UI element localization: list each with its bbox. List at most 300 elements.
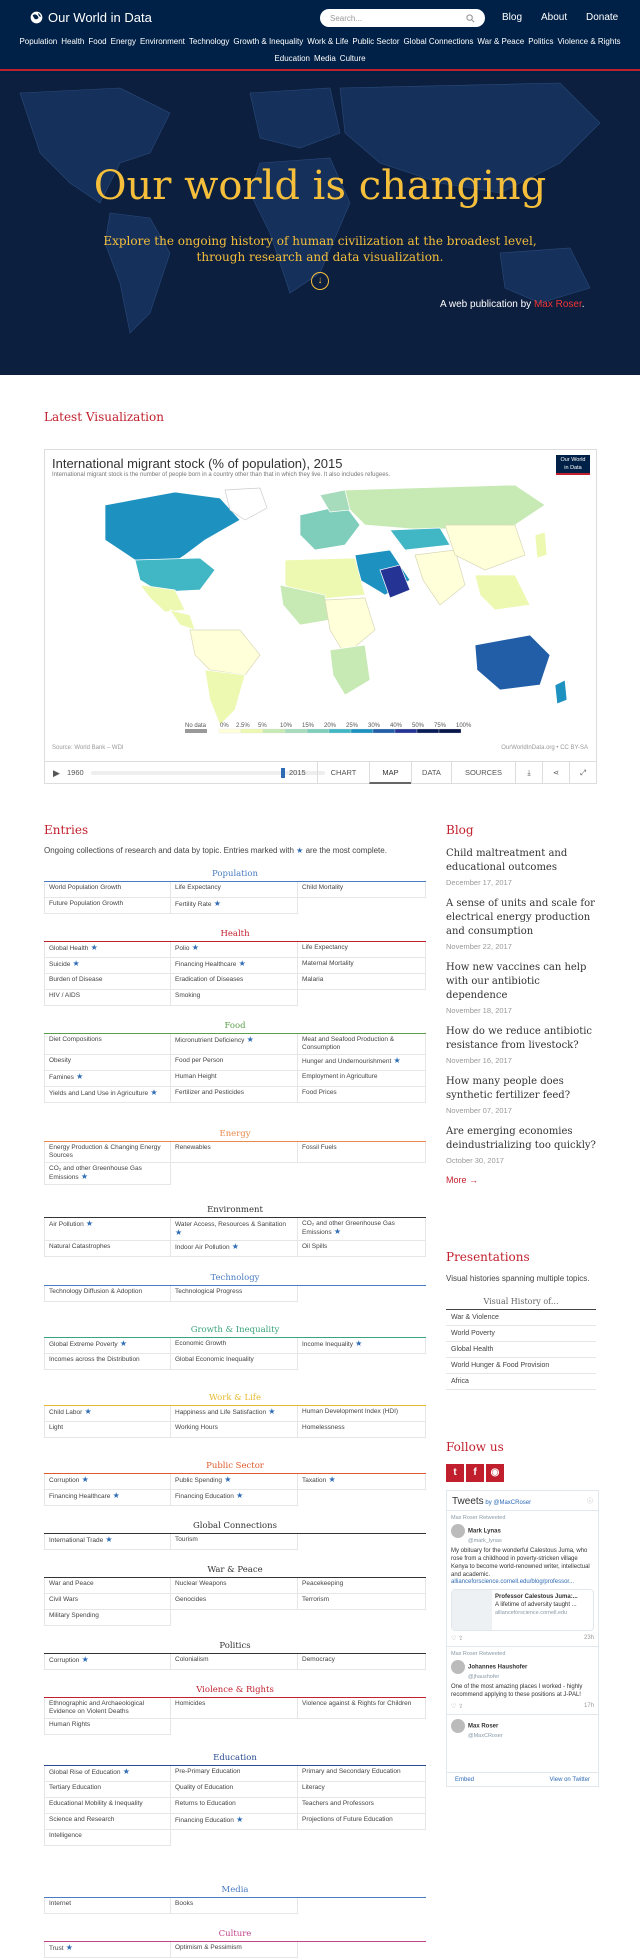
entry-link[interactable] — [44, 1798, 171, 1814]
timeline-handle[interactable] — [281, 768, 285, 778]
chart-license[interactable]: OurWorldInData.org • CC BY-SA — [501, 745, 588, 751]
presentations-section — [446, 1250, 596, 1390]
entry-title: Fertilizer and Pesticides — [175, 1089, 244, 1096]
chart-subtitle: International migrant stock is the number of people born in a country other than that in which they live. It also includes refugees. — [52, 472, 391, 478]
star-icon: ★ — [73, 1072, 84, 1081]
globe-icon — [30, 11, 43, 24]
visual-history-item[interactable]: War & Violence — [446, 1310, 596, 1326]
category-heading[interactable]: Public Sector — [44, 1460, 426, 1474]
star-icon: ★ — [296, 846, 304, 855]
category-heading[interactable]: Violence & Rights — [44, 1684, 426, 1698]
entry-link[interactable] — [171, 1942, 298, 1958]
legend-bin[interactable] — [373, 729, 395, 733]
entry-title: Tourism — [175, 1536, 198, 1543]
blog-post-title[interactable]: Child maltreatment and educational outcomes — [446, 848, 568, 873]
entry-link[interactable] — [298, 1406, 426, 1422]
tweet-card[interactable] — [451, 1589, 594, 1631]
entry-title: Intelligence — [49, 1832, 82, 1839]
entry-link[interactable] — [171, 1654, 298, 1670]
blog-post[interactable] — [446, 961, 596, 1015]
entry-link[interactable] — [298, 942, 426, 958]
tab-data[interactable]: DATA — [411, 762, 451, 784]
background-world-map — [0, 73, 640, 375]
entry-link[interactable] — [44, 1354, 171, 1370]
category-heading[interactable]: War & Peace — [44, 1564, 426, 1578]
star-icon: ★ — [82, 1407, 92, 1416]
entry-title: Life Expectancy — [175, 884, 221, 891]
entry-category — [44, 1460, 426, 1506]
entry-link[interactable] — [298, 882, 426, 898]
entry-title: Teachers and Professors — [302, 1800, 374, 1807]
category-heading[interactable]: Growth & Inequality — [44, 1324, 426, 1338]
category-heading[interactable]: Politics — [44, 1640, 426, 1654]
nav-item[interactable]: Global Connections — [403, 37, 474, 46]
entry-title: Micronutrient Deficiency — [175, 1037, 245, 1044]
nav-item[interactable]: Public Sector — [352, 37, 400, 46]
legend-bin[interactable] — [307, 729, 329, 733]
entry-link[interactable] — [171, 1354, 298, 1370]
blog-post-title[interactable]: How many people does synthetic fertilizer feed? — [446, 1076, 571, 1101]
legend-bin[interactable] — [395, 729, 417, 733]
entry-category — [44, 928, 426, 1006]
nav-item[interactable]: Population — [19, 37, 58, 46]
entry-title: Optimism & Pessimism — [175, 1944, 242, 1951]
category-entries — [44, 1578, 426, 1626]
visual-history-item[interactable]: Global Health — [446, 1342, 596, 1358]
entry-title: Burden of Disease — [49, 976, 103, 983]
entry-title: Technological Progress — [175, 1288, 243, 1295]
blog-post[interactable] — [446, 847, 596, 887]
nav-item[interactable]: War & Peace — [477, 37, 525, 46]
blog-section — [446, 823, 596, 1185]
tweets-title: Tweets — [452, 1496, 484, 1507]
logo-line-1: Our World — [560, 457, 586, 463]
entry-title: Financing Education — [175, 1493, 234, 1500]
nav-item[interactable]: Food — [88, 37, 107, 46]
star-icon: ★ — [88, 943, 98, 952]
entry-link[interactable] — [171, 1087, 298, 1103]
entry-link[interactable] — [171, 1534, 298, 1550]
category-heading[interactable]: Media — [44, 1884, 426, 1898]
tweet-handle: @jhaushofer — [468, 1674, 500, 1680]
entry-link[interactable] — [171, 1406, 298, 1422]
entry-link[interactable] — [44, 1286, 171, 1302]
like-icon[interactable]: ♡ — [451, 1704, 457, 1710]
entry-title: CO₂ and other Greenhouse Gas Emissions — [49, 1165, 142, 1181]
blog-post-title[interactable]: How do we reduce antibiotic resistance from livestock? — [446, 1026, 593, 1051]
entry-link[interactable] — [44, 1163, 171, 1185]
entry-link[interactable] — [44, 1942, 171, 1958]
entry-link[interactable] — [44, 1034, 171, 1055]
hero-banner — [0, 73, 640, 375]
nav-item[interactable]: Growth & Inequality — [233, 37, 304, 46]
view-on-twitter-link[interactable]: View on Twitter — [549, 1777, 590, 1783]
entry-link[interactable] — [171, 1422, 298, 1438]
entry-title: HIV / AIDS — [49, 992, 81, 999]
legend-bin[interactable] — [351, 729, 373, 733]
entry-link[interactable] — [171, 1218, 298, 1241]
category-heading[interactable]: Population — [44, 868, 426, 882]
visual-history-title: Visual History of... — [446, 1297, 596, 1310]
category-heading[interactable]: Culture — [44, 1928, 426, 1942]
entry-link[interactable] — [298, 1594, 426, 1610]
entry-link[interactable] — [44, 1782, 171, 1798]
entry-title: Literacy — [302, 1784, 325, 1791]
entry-link[interactable] — [44, 1830, 171, 1846]
nav-item[interactable]: Violence & Rights — [557, 37, 621, 46]
entry-link[interactable] — [298, 1474, 426, 1490]
entry-link[interactable] — [298, 1034, 426, 1055]
entry-category — [44, 1204, 426, 1257]
entry-link[interactable] — [44, 1055, 171, 1071]
entry-link[interactable] — [44, 1087, 171, 1103]
category-heading[interactable]: Energy — [44, 1128, 426, 1142]
entry-link[interactable] — [298, 1071, 426, 1087]
visual-history-item[interactable]: World Hunger & Food Provision — [446, 1358, 596, 1374]
blog-heading: Blog — [446, 823, 474, 837]
download-icon[interactable]: ⤓ — [515, 762, 542, 784]
share-tweet-icon[interactable]: ⇪ — [458, 1704, 464, 1710]
credit-suffix: . — [581, 299, 585, 310]
entry-title: CO₂ and other Greenhouse Gas Emissions — [302, 1220, 395, 1236]
entry-link[interactable] — [44, 958, 171, 974]
entry-link[interactable] — [171, 958, 298, 974]
category-heading[interactable]: Technology — [44, 1272, 426, 1286]
twitter-icon[interactable]: t — [446, 1464, 464, 1482]
entry-link[interactable] — [171, 1286, 298, 1302]
site-logo[interactable] — [30, 10, 152, 25]
entry-link[interactable] — [171, 1474, 298, 1490]
legend-bin[interactable] — [263, 729, 285, 733]
entry-link[interactable] — [44, 1610, 171, 1626]
entry-link[interactable] — [171, 1766, 298, 1782]
entry-title: Food Prices — [302, 1089, 337, 1096]
entry-link[interactable] — [171, 942, 298, 958]
tweet-author[interactable]: Johannes Haushofer — [468, 1664, 528, 1671]
entry-category — [44, 1128, 426, 1185]
entry-link[interactable] — [171, 1578, 298, 1594]
chart-source[interactable]: Source: World Bank – WDI — [52, 745, 124, 751]
blog-post-title[interactable]: A sense of units and scale for electrical energy production and consumption — [446, 898, 595, 937]
entry-link[interactable] — [44, 974, 171, 990]
tab-sources[interactable]: SOURCES — [451, 762, 515, 784]
blog-post-date: November 22, 2017 — [446, 942, 512, 951]
entry-link[interactable] — [298, 1578, 426, 1594]
entry-link[interactable] — [44, 1474, 171, 1490]
latest-visualization-heading: Latest Visualization — [44, 410, 164, 424]
facebook-icon[interactable]: f — [466, 1464, 484, 1482]
entry-link[interactable] — [44, 1241, 171, 1257]
category-heading[interactable]: Global Connections — [44, 1520, 426, 1534]
entry-link[interactable] — [171, 1594, 298, 1610]
entry-title: Taxation — [302, 1477, 327, 1484]
entry-link[interactable] — [44, 1218, 171, 1241]
entry-link[interactable] — [171, 990, 298, 1006]
blog-link[interactable]: Blog — [502, 12, 523, 23]
tweet-author[interactable]: Max Roser — [468, 1723, 499, 1730]
tweet[interactable] — [447, 1511, 598, 1647]
migrant-stock-map[interactable] — [45, 480, 596, 720]
grapher-embed — [44, 449, 597, 784]
entry-link[interactable] — [171, 1898, 298, 1914]
legend-label: 15% — [302, 723, 315, 729]
entry-link[interactable] — [171, 1698, 298, 1719]
category-entries — [44, 1534, 426, 1550]
tweet[interactable] — [447, 1647, 598, 1715]
nav-item[interactable]: Politics — [528, 37, 554, 46]
entry-title: Child Mortality — [302, 884, 344, 891]
legend-label: 5% — [258, 723, 267, 729]
entry-title: Global Extreme Poverty — [49, 1341, 118, 1348]
entry-link[interactable] — [44, 1422, 171, 1438]
legend-label: 30% — [368, 723, 381, 729]
entry-link[interactable] — [44, 1406, 171, 1422]
entry-link[interactable] — [44, 1490, 171, 1506]
category-heading[interactable]: Environment — [44, 1204, 426, 1218]
map-region-north-america — [105, 492, 240, 565]
blog-post[interactable] — [446, 1025, 596, 1065]
avatar[interactable] — [451, 1524, 465, 1538]
blog-post-date: November 16, 2017 — [446, 1056, 512, 1065]
entry-link[interactable] — [44, 1071, 171, 1087]
blog-post-title[interactable]: How new vaccines can help with our antibiotic dependence — [446, 962, 587, 1001]
owid-logo[interactable] — [556, 455, 590, 475]
entry-link[interactable] — [298, 1814, 426, 1830]
info-icon[interactable]: ⓘ — [586, 1499, 593, 1505]
legend-label: 20% — [324, 723, 337, 729]
star-icon: ★ — [233, 1491, 244, 1500]
entry-link[interactable] — [171, 898, 298, 914]
entry-link[interactable] — [171, 974, 298, 990]
nav-item[interactable]: Environment — [139, 37, 185, 46]
tweet-link[interactable]: allianceforscience.cornell.edu/blog/professor... — [451, 1579, 575, 1585]
entry-link[interactable] — [44, 882, 171, 898]
entry-link[interactable] — [44, 990, 171, 1006]
entry-title: Educational Mobility & Inequality — [49, 1800, 143, 1807]
visual-history-item[interactable]: World Poverty — [446, 1326, 596, 1342]
star-icon: ★ — [233, 1815, 244, 1824]
category-heading[interactable]: Work & Life — [44, 1392, 426, 1406]
entry-link[interactable] — [44, 1594, 171, 1610]
entry-link[interactable] — [171, 882, 298, 898]
tab-map[interactable]: MAP — [369, 762, 411, 784]
entry-title: Violence against & Rights for Children — [302, 1700, 412, 1707]
category-entries — [44, 882, 426, 914]
entry-title: Projections of Future Education — [302, 1816, 393, 1823]
category-entries — [44, 1766, 426, 1846]
entry-link[interactable] — [298, 1422, 426, 1438]
entry-link[interactable] — [44, 1898, 171, 1914]
share-tweet-icon[interactable]: ⇪ — [458, 1636, 464, 1642]
entry-link[interactable] — [44, 1534, 171, 1550]
entry-title: Returns to Education — [175, 1800, 236, 1807]
entry-link[interactable] — [298, 1338, 426, 1354]
category-heading[interactable]: Education — [44, 1752, 426, 1766]
entry-link[interactable] — [44, 1766, 171, 1782]
entry-link[interactable] — [298, 958, 426, 974]
entry-link[interactable] — [44, 1654, 171, 1670]
entry-link[interactable] — [298, 1055, 426, 1071]
entry-link[interactable] — [298, 1766, 426, 1782]
legend-label: 75% — [434, 723, 447, 729]
star-icon: ★ — [236, 959, 246, 968]
presentations-description: Visual histories spanning multiple topics. — [446, 1274, 590, 1283]
category-entries — [44, 1698, 426, 1735]
search-input[interactable] — [320, 9, 485, 27]
nav-item[interactable]: Technology — [188, 37, 230, 46]
star-icon: ★ — [352, 1339, 363, 1348]
tab-chart[interactable]: CHART — [317, 762, 369, 784]
entry-link[interactable] — [171, 1034, 298, 1055]
visual-history-item[interactable]: Africa — [446, 1374, 596, 1390]
entry-link[interactable] — [298, 1782, 426, 1798]
donate-link[interactable]: Donate — [586, 12, 619, 23]
entry-title: Homicides — [175, 1700, 206, 1707]
tweet-time[interactable]: 23h — [583, 1635, 594, 1641]
category-entries — [44, 1218, 426, 1257]
entry-title: Food per Person — [175, 1057, 224, 1064]
embed-link[interactable]: Embed — [455, 1777, 475, 1783]
entry-link[interactable] — [171, 1490, 298, 1506]
entry-link[interactable] — [44, 1142, 171, 1163]
entry-link[interactable] — [44, 1578, 171, 1594]
avatar[interactable] — [451, 1719, 465, 1733]
map-region-russia — [345, 485, 545, 530]
entry-link[interactable] — [44, 942, 171, 958]
category-entries — [44, 1474, 426, 1506]
entry-link[interactable] — [298, 1654, 426, 1670]
nav-item[interactable]: Culture — [339, 54, 366, 63]
about-link[interactable]: About — [541, 12, 568, 23]
fullscreen-icon[interactable]: ⤢ — [569, 762, 596, 784]
like-icon[interactable]: ♡ — [451, 1636, 457, 1642]
star-icon: ★ — [331, 1227, 342, 1236]
entry-link[interactable] — [44, 1719, 171, 1735]
tweets-by[interactable]: by @MaxCRoser — [485, 1500, 532, 1506]
category-heading[interactable]: Food — [44, 1020, 426, 1034]
entry-link[interactable] — [298, 1218, 426, 1241]
entry-link[interactable] — [171, 1814, 298, 1830]
entry-link[interactable] — [298, 1798, 426, 1814]
map-region-new-zealand — [555, 680, 567, 704]
legend-bin[interactable] — [439, 729, 461, 733]
entry-title: Genocides — [175, 1596, 207, 1603]
entry-link[interactable] — [298, 974, 426, 990]
entry-title: Obesity — [49, 1057, 72, 1064]
legend-bin[interactable] — [285, 729, 307, 733]
entry-link[interactable] — [298, 1698, 426, 1719]
map-region-japan — [535, 532, 547, 558]
star-icon: ★ — [120, 1767, 130, 1776]
entry-title: Primary and Secondary Education — [302, 1768, 401, 1775]
entry-title: Corruption — [49, 1657, 80, 1664]
share-icon[interactable]: ⋖ — [542, 762, 569, 784]
legend-bin[interactable] — [417, 729, 439, 733]
entries-heading: Entries — [44, 823, 89, 837]
play-icon[interactable]: ▶ — [53, 768, 60, 778]
blog-post-title[interactable]: Are emerging economies deindustrializing too quickly? — [446, 1126, 596, 1151]
nav-item[interactable]: Work & Life — [307, 37, 349, 46]
entry-link[interactable] — [298, 1241, 426, 1257]
legend-bin[interactable] — [241, 729, 263, 733]
timeline-end-year: 2015 — [289, 768, 306, 777]
nav-item[interactable]: Energy — [110, 37, 136, 46]
entry-link[interactable] — [171, 1241, 298, 1257]
entry-title: Employment in Agriculture — [302, 1073, 378, 1080]
tweet[interactable] — [447, 1715, 598, 1743]
blog-post[interactable] — [446, 1075, 596, 1115]
entry-link[interactable] — [298, 1142, 426, 1163]
twitter-timeline[interactable] — [446, 1490, 599, 1787]
blog-more-link[interactable]: More → — [446, 1175, 479, 1185]
logo-text: Our World in Data — [48, 10, 152, 25]
blog-post-date: November 07, 2017 — [446, 1106, 512, 1115]
category-heading[interactable]: Health — [44, 928, 426, 942]
nav-item[interactable]: Media — [314, 54, 336, 63]
entry-title: Fossil Fuels — [302, 1144, 337, 1151]
entry-title: Corruption — [49, 1477, 80, 1484]
entry-title: Future Population Growth — [49, 900, 124, 907]
entry-title: Science and Research — [49, 1816, 115, 1823]
chart-title: International migrant stock (% of population), 2015 — [52, 456, 343, 471]
entry-link[interactable] — [171, 1338, 298, 1354]
entry-link[interactable] — [171, 1071, 298, 1087]
entry-title: Global Economic Inequality — [175, 1356, 254, 1363]
scroll-down-icon[interactable]: ↓ — [311, 272, 329, 290]
author-link[interactable]: Max Roser — [533, 299, 582, 310]
entry-title: Global Rise of Education — [49, 1769, 121, 1776]
legend-label: 0% — [220, 723, 229, 729]
nav-item[interactable]: Health — [61, 37, 85, 46]
entry-link[interactable] — [44, 898, 171, 914]
tweet-retweet-label: Max Roser Retweeted — [451, 1651, 506, 1657]
legend-bin[interactable] — [329, 729, 351, 733]
entry-title: Terrorism — [302, 1596, 330, 1603]
entry-link[interactable] — [171, 1055, 298, 1071]
entry-title: Financing Healthcare — [49, 1493, 111, 1500]
follow-section — [446, 1440, 601, 1482]
tweet-time[interactable]: 17h — [583, 1703, 594, 1709]
legend-bin[interactable] — [219, 729, 241, 733]
entry-category — [44, 1928, 426, 1958]
entry-link[interactable] — [44, 1814, 171, 1830]
entry-link[interactable] — [171, 1142, 298, 1163]
nav-item[interactable]: Education — [274, 54, 310, 63]
entry-link[interactable] — [298, 1087, 426, 1103]
entry-category — [44, 1884, 426, 1914]
presentations-heading: Presentations — [446, 1250, 530, 1264]
avatar[interactable] — [451, 1660, 465, 1674]
entry-link[interactable] — [44, 1698, 171, 1719]
tweet-retweet-label: Max Roser Retweeted — [451, 1515, 506, 1521]
hero-title: Our world is changing — [93, 163, 547, 209]
entry-title: Quality of Education — [175, 1784, 234, 1791]
entry-link[interactable] — [171, 1798, 298, 1814]
map-region-kazakhstan — [390, 528, 450, 550]
entry-title: Suicide — [49, 961, 71, 968]
rss-icon[interactable]: ◉ — [486, 1464, 504, 1482]
legend-nodata-swatch — [185, 729, 207, 733]
entry-title: Hunger and Undernourishment — [302, 1058, 392, 1065]
tweet-author[interactable]: Mark Lynas — [468, 1528, 501, 1535]
entry-link[interactable] — [171, 1782, 298, 1798]
entry-link[interactable] — [44, 1338, 171, 1354]
blog-post[interactable] — [446, 1125, 596, 1165]
entry-title: Life Expectancy — [302, 944, 348, 951]
entry-title: Indoor Air Pollution — [175, 1244, 230, 1251]
entry-title: Human Rights — [49, 1721, 91, 1728]
blog-post[interactable] — [446, 897, 596, 951]
